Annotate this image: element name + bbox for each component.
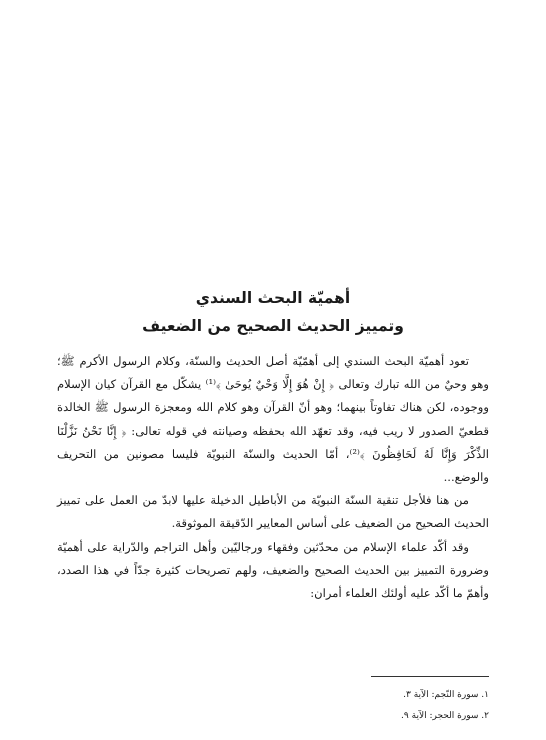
section-title-line-2: وتمييز الحديث الصحيح من الضعيف bbox=[142, 317, 404, 335]
body-text bbox=[57, 350, 489, 605]
paragraph: من هنا فلأجل تنقية السنّة النبويّة من الأباطيل الدخيلة عليها لابدّ من العمل على تمييز الحديث الصحيح من الضعيف على أساس المعايير الدّقيقة الموثوقة. bbox=[57, 493, 489, 531]
section-title-line-1: أهميّة البحث السندي bbox=[195, 289, 351, 307]
footnote: ١. سورة النّجم: الآية ٣. bbox=[403, 690, 489, 700]
paragraph: تعود أهميّة البحث السندي إلى أهمّيّة أصل الحديث والسنّة، وكلام الرسول الأكرم ﷺ؛ وهو وحيٌ من الله تبارك وتعالى ﴿ إِنْ هُوَ إِلَّا وَحْيٌ يُوحَىٰ ﴾⁽¹⁾ يشكّل مع القرآن كيان الإسلام ووجوده، لكن هناك تفاوتاً بينهما؛ وهو أنّ القرآن وهو كلام الله ومعجزة الرسول ﷺ الخالدة قطعيّ الصدور لا ريب فيه، وقد تعهّد الله بحفظه وصيانته في قوله تعالى: ﴿ إِنَّا نَحْنُ نَزَّلْنَا الذِّكْرَ وَإِنَّا لَهُ لَحَافِظُونَ ﴾⁽²⁾، أمّا الحديث والسنّة النبويّة فليسا مصونين من التحريف والوضع... bbox=[57, 354, 489, 485]
footnotes bbox=[57, 676, 489, 727]
footnote-divider bbox=[371, 676, 489, 677]
paragraph: وقد أكّد علماء الإسلام من محدّثين وفقهاء ورجاليّين وأهل التراجم والدّراية على أهميّة وضرورة التمييز بين الحديث الصحيح والضعيف، ولهم تصريحات كثيرة جدّاً في هذا الصدد، وأهمّ ما أكّد عليه أولئك العلماء أمران: bbox=[57, 539, 489, 601]
section-heading bbox=[60, 284, 486, 340]
footnote: ٢. سورة الحجر: الآية ٩. bbox=[401, 711, 489, 721]
